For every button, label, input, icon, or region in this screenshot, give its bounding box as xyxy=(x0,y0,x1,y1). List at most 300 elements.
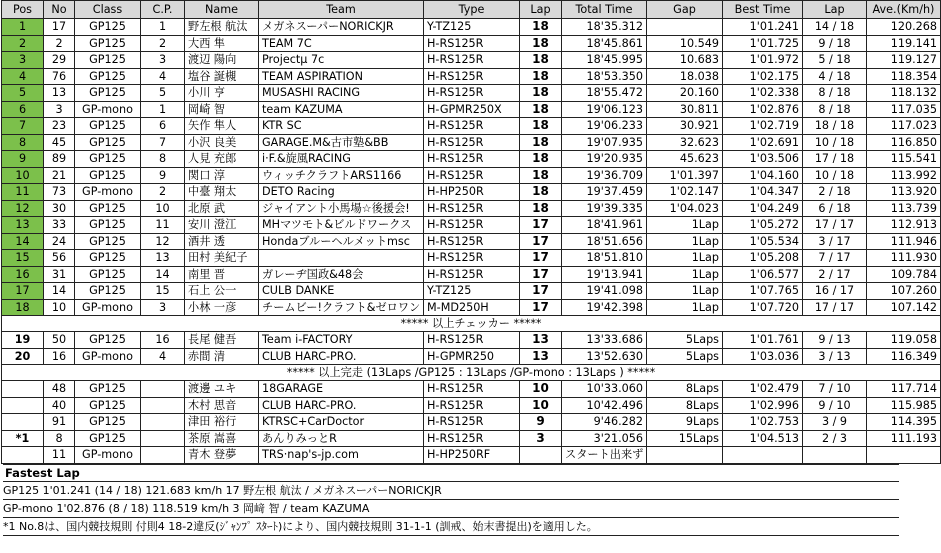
cell-best-time xyxy=(723,447,803,464)
cell-team: MHマツモト&ビルドワークス xyxy=(259,217,424,234)
cell-team: 18GARAGE xyxy=(259,381,424,398)
cell-gap: 8Laps xyxy=(647,381,723,398)
cell-cp xyxy=(141,430,185,447)
cell-pos: 11 xyxy=(2,184,44,201)
cell-no: 50 xyxy=(44,332,75,349)
cell-type: H-RS125R xyxy=(424,151,520,168)
cell-name: 長尾 健吾 xyxy=(185,332,259,349)
cell-total-time: 18'55.472 xyxy=(562,85,647,102)
header-cell: Lap xyxy=(520,1,562,19)
cell-class: GP125 xyxy=(75,85,141,102)
cell-total-time: 19'37.459 xyxy=(562,184,647,201)
cell-name: 赤間 清 xyxy=(185,348,259,365)
cell-ave-speed: 116.349 xyxy=(867,348,941,365)
cell-best-lap: 18 / 18 xyxy=(803,118,867,135)
cell-name: 渡辺 陽向 xyxy=(185,52,259,69)
cell-lap: 18 xyxy=(520,167,562,184)
cell-ave-speed: 113.920 xyxy=(867,184,941,201)
cell-lap: 18 xyxy=(520,19,562,36)
cell-type: H-RS125R xyxy=(424,167,520,184)
cell-name: 田村 美紀子 xyxy=(185,250,259,267)
cell-type: H-RS125R xyxy=(424,332,520,349)
cell-pos xyxy=(2,447,44,464)
cell-cp: 4 xyxy=(141,68,185,85)
cell-total-time: 19'20.935 xyxy=(562,151,647,168)
table-row xyxy=(2,184,941,201)
cell-pos: 2 xyxy=(2,35,44,52)
cell-total-time: 18'35.312 xyxy=(562,19,647,36)
cell-gap: 20.160 xyxy=(647,85,723,102)
others-group xyxy=(2,381,941,464)
cell-class: GP-mono xyxy=(75,447,141,464)
cell-cp: 8 xyxy=(141,151,185,168)
cell-pos: 18 xyxy=(2,299,44,316)
cell-best-lap: 7 / 17 xyxy=(803,250,867,267)
cell-ave-speed: 111.946 xyxy=(867,233,941,250)
table-row xyxy=(2,35,941,52)
cell-type: H-RS125R xyxy=(424,250,520,267)
cell-pos: 3 xyxy=(2,52,44,69)
cell-type: H-GPMR250X xyxy=(424,101,520,118)
cell-cp: 15 xyxy=(141,283,185,300)
table-row xyxy=(2,233,941,250)
cell-no: 11 xyxy=(44,447,75,464)
cell-cp: 7 xyxy=(141,134,185,151)
cell-name: 津田 裕行 xyxy=(185,414,259,431)
cell-ave-speed: 115.985 xyxy=(867,397,941,414)
cell-team: DETO Racing xyxy=(259,184,424,201)
cell-gap: 30.811 xyxy=(647,101,723,118)
cell-best-time: 1'01.761 xyxy=(723,332,803,349)
cell-no: 10 xyxy=(44,299,75,316)
cell-gap: 5Laps xyxy=(647,348,723,365)
cell-gap: 18.038 xyxy=(647,68,723,85)
cell-team: TEAM 7C xyxy=(259,35,424,52)
cell-best-time: 1'02.338 xyxy=(723,85,803,102)
cell-total-time: 9'46.282 xyxy=(562,414,647,431)
cell-lap: 17 xyxy=(520,283,562,300)
cell-name: 野左根 航汰 xyxy=(185,19,259,36)
cell-total-time: 18'45.861 xyxy=(562,35,647,52)
cell-ave-speed: 111.930 xyxy=(867,250,941,267)
cell-gap: 8Laps xyxy=(647,397,723,414)
cell-type: Y-TZ125 xyxy=(424,19,520,36)
cell-name: 渡邊 ユキ xyxy=(185,381,259,398)
cell-team: Team i-FACTORY xyxy=(259,332,424,349)
cell-ave-speed: 117.035 xyxy=(867,101,941,118)
cell-ave-speed: 119.058 xyxy=(867,332,941,349)
checker-label: ***** 以上チェッカー ***** xyxy=(2,316,941,332)
cell-type: H-RS125R xyxy=(424,217,520,234)
cell-best-time: 1'04.249 xyxy=(723,200,803,217)
cell-pos: 10 xyxy=(2,167,44,184)
cell-lap: 17 xyxy=(520,217,562,234)
cell-lap: 18 xyxy=(520,101,562,118)
cell-total-time: 19'36.709 xyxy=(562,167,647,184)
cell-cp: 3 xyxy=(141,52,185,69)
cell-type: Y-TZ125 xyxy=(424,283,520,300)
cell-type: H-RS125R xyxy=(424,52,520,69)
cell-class: GP125 xyxy=(75,118,141,135)
cell-class: GP125 xyxy=(75,430,141,447)
cell-name: 小沢 良美 xyxy=(185,134,259,151)
cell-best-time: 1'05.272 xyxy=(723,217,803,234)
header-cell: Lap xyxy=(803,1,867,19)
cell-gap: 1Lap xyxy=(647,299,723,316)
cell-ave-speed: 118.132 xyxy=(867,85,941,102)
cell-no: 89 xyxy=(44,151,75,168)
table-row xyxy=(2,299,941,316)
header-cell: Ave.(Km/h) xyxy=(867,1,941,19)
cell-best-lap: 5 / 18 xyxy=(803,52,867,69)
cell-total-time: 19'39.335 xyxy=(562,200,647,217)
cell-best-lap: 3 / 13 xyxy=(803,348,867,365)
cell-class: GP125 xyxy=(75,167,141,184)
cell-lap: 18 xyxy=(520,52,562,69)
cell-ave-speed: 111.193 xyxy=(867,430,941,447)
cell-ave-speed xyxy=(867,447,941,464)
cell-ave-speed: 113.739 xyxy=(867,200,941,217)
cell-best-lap: 2 / 3 xyxy=(803,430,867,447)
cell-class: GP125 xyxy=(75,52,141,69)
cell-pos xyxy=(2,414,44,431)
cell-type: H-GPMR250 xyxy=(424,348,520,365)
cell-type: H-RS125R xyxy=(424,200,520,217)
cell-best-lap: 6 / 18 xyxy=(803,200,867,217)
cell-lap: 10 xyxy=(520,397,562,414)
cell-type: H-RS125R xyxy=(424,118,520,135)
cell-name: 小林 一彦 xyxy=(185,299,259,316)
cell-best-time: 1'03.506 xyxy=(723,151,803,168)
cell-ave-speed: 107.260 xyxy=(867,283,941,300)
cell-name: 木村 思音 xyxy=(185,397,259,414)
cell-lap: 18 xyxy=(520,151,562,168)
results-table xyxy=(1,0,941,464)
cell-best-lap: 9 / 18 xyxy=(803,35,867,52)
cell-no: 23 xyxy=(44,118,75,135)
cell-class: GP125 xyxy=(75,397,141,414)
cell-class: GP125 xyxy=(75,250,141,267)
cell-lap: 3 xyxy=(520,430,562,447)
cell-gap: 1Lap xyxy=(647,217,723,234)
cell-best-lap: 10 / 18 xyxy=(803,134,867,151)
cell-class: GP-mono xyxy=(75,348,141,365)
cell-type: H-RS125R xyxy=(424,266,520,283)
cell-total-time: スタート出来ず xyxy=(562,447,647,464)
cell-pos: 20 xyxy=(2,348,44,365)
cell-cp: 16 xyxy=(141,332,185,349)
cell-cp: 1 xyxy=(141,19,185,36)
cell-type: H-RS125R xyxy=(424,414,520,431)
cell-gap: 1'02.147 xyxy=(647,184,723,201)
cell-team: GARAGE.M&古市塾&BB xyxy=(259,134,424,151)
cell-gap xyxy=(647,19,723,36)
cell-name: 茶原 嵩喜 xyxy=(185,430,259,447)
cell-name: 青木 登夢 xyxy=(185,447,259,464)
cell-pos: 14 xyxy=(2,233,44,250)
completed-label: ***** 以上完走 (13Laps /GP125 : 13Laps /GP-mono : 13Laps ) ***** xyxy=(2,365,941,381)
table-row xyxy=(2,167,941,184)
cell-cp: 9 xyxy=(141,167,185,184)
cell-pos: 16 xyxy=(2,266,44,283)
cell-team: メガネスーパーNORICKJR xyxy=(259,19,424,36)
checker-row xyxy=(2,316,941,332)
cell-class: GP125 xyxy=(75,381,141,398)
cell-type: H-RS125R xyxy=(424,85,520,102)
header-cell: Pos xyxy=(2,1,44,19)
cell-best-time: 1'02.691 xyxy=(723,134,803,151)
cell-lap: 18 xyxy=(520,35,562,52)
cell-class: GP-mono xyxy=(75,184,141,201)
table-row xyxy=(2,381,941,398)
cell-no: 16 xyxy=(44,348,75,365)
cell-name: 岡崎 智 xyxy=(185,101,259,118)
cell-best-time: 1'02.175 xyxy=(723,68,803,85)
cell-team: CLUB HARC-PRO. xyxy=(259,397,424,414)
cell-no: 30 xyxy=(44,200,75,217)
cell-gap: 10.683 xyxy=(647,52,723,69)
cell-team: あんりみっとR xyxy=(259,430,424,447)
cell-best-lap: 14 / 18 xyxy=(803,19,867,36)
cell-no: 33 xyxy=(44,217,75,234)
cell-cp xyxy=(141,381,185,398)
table-row xyxy=(2,151,941,168)
cell-lap: 18 xyxy=(520,68,562,85)
cell-cp: 1 xyxy=(141,101,185,118)
cell-gap: 9Laps xyxy=(647,414,723,431)
cell-ave-speed: 109.784 xyxy=(867,266,941,283)
cell-cp xyxy=(141,447,185,464)
cell-best-lap: 2 / 17 xyxy=(803,266,867,283)
cell-cp: 11 xyxy=(141,217,185,234)
cell-best-lap: 2 / 18 xyxy=(803,184,867,201)
cell-cp: 4 xyxy=(141,348,185,365)
cell-best-time: 1'02.719 xyxy=(723,118,803,135)
cell-class: GP-mono xyxy=(75,299,141,316)
cell-pos: 13 xyxy=(2,217,44,234)
cell-type: H-RS125R xyxy=(424,430,520,447)
cell-best-lap: 8 / 18 xyxy=(803,101,867,118)
cell-gap: 15Laps xyxy=(647,430,723,447)
cell-lap: 18 xyxy=(520,85,562,102)
cell-cp: 5 xyxy=(141,85,185,102)
cell-best-time: 1'06.577 xyxy=(723,266,803,283)
cell-best-time: 1'01.972 xyxy=(723,52,803,69)
fastest-lap-gp125: GP125 1'01.241 (14 / 18) 121.683 km/h 17 野左根 航汰 / メガネスーパーNORICKJR xyxy=(3,481,899,499)
cell-team: team KAZUMA xyxy=(259,101,424,118)
cell-lap: 17 xyxy=(520,299,562,316)
cell-best-lap: 17 / 18 xyxy=(803,151,867,168)
cell-class: GP125 xyxy=(75,414,141,431)
cell-name: 石上 公一 xyxy=(185,283,259,300)
cell-team: KTR SC xyxy=(259,118,424,135)
cell-no: 48 xyxy=(44,381,75,398)
table-row xyxy=(2,266,941,283)
cell-gap: 1'04.023 xyxy=(647,200,723,217)
finishers-group xyxy=(2,19,941,316)
cell-team: CLUB HARC-PRO. xyxy=(259,348,424,365)
table-row xyxy=(2,200,941,217)
cell-ave-speed: 117.714 xyxy=(867,381,941,398)
table-row xyxy=(2,118,941,135)
cell-total-time: 18'53.350 xyxy=(562,68,647,85)
header-cell: Type xyxy=(424,1,520,19)
cell-ave-speed: 107.142 xyxy=(867,299,941,316)
cell-class: GP125 xyxy=(75,217,141,234)
cell-no: 29 xyxy=(44,52,75,69)
cell-lap xyxy=(520,447,562,464)
header-cell: No xyxy=(44,1,75,19)
cell-no: 17 xyxy=(44,19,75,36)
cell-pos xyxy=(2,381,44,398)
header-cell: Class xyxy=(75,1,141,19)
cell-best-time: 1'04.347 xyxy=(723,184,803,201)
cell-best-lap: 3 / 17 xyxy=(803,233,867,250)
cell-ave-speed: 118.354 xyxy=(867,68,941,85)
cell-name: 北原 武 xyxy=(185,200,259,217)
cell-team xyxy=(259,250,424,267)
cell-class: GP125 xyxy=(75,283,141,300)
header-row xyxy=(2,1,941,19)
cell-pos: 15 xyxy=(2,250,44,267)
cell-best-time: 1'02.753 xyxy=(723,414,803,431)
cell-type: M-MD250H xyxy=(424,299,520,316)
cell-best-lap: 4 / 18 xyxy=(803,68,867,85)
cell-best-lap: 9 / 13 xyxy=(803,332,867,349)
cell-type: H-RS125R xyxy=(424,233,520,250)
cell-ave-speed: 115.541 xyxy=(867,151,941,168)
cell-total-time: 10'33.060 xyxy=(562,381,647,398)
cell-name: 小川 亨 xyxy=(185,85,259,102)
cell-type: H-RS125R xyxy=(424,381,520,398)
cell-pos: 7 xyxy=(2,118,44,135)
cell-gap: 1'01.397 xyxy=(647,167,723,184)
cell-lap: 18 xyxy=(520,200,562,217)
cell-class: GP125 xyxy=(75,68,141,85)
cell-total-time: 13'33.686 xyxy=(562,332,647,349)
cell-gap: 32.623 xyxy=(647,134,723,151)
cell-type: H-RS125R xyxy=(424,35,520,52)
cell-gap: 1Lap xyxy=(647,233,723,250)
cell-pos: 6 xyxy=(2,101,44,118)
cell-cp: 14 xyxy=(141,266,185,283)
table-row xyxy=(2,397,941,414)
fastest-lap-gpmono: GP-mono 1'02.876 (8 / 18) 118.519 km/h 3 岡﨑 智 / team KAZUMA xyxy=(3,499,899,517)
cell-no: 2 xyxy=(44,35,75,52)
table-row xyxy=(2,101,941,118)
cell-type: H-RS125R xyxy=(424,68,520,85)
cell-class: GP125 xyxy=(75,200,141,217)
cell-pos: *1 xyxy=(2,430,44,447)
table-row xyxy=(2,283,941,300)
cell-best-time: 1'07.765 xyxy=(723,283,803,300)
cell-ave-speed: 117.023 xyxy=(867,118,941,135)
cell-best-lap: 9 / 10 xyxy=(803,397,867,414)
cell-team: CULB DANKE xyxy=(259,283,424,300)
cell-no: 13 xyxy=(44,85,75,102)
cell-team: i·F.&旋風RACING xyxy=(259,151,424,168)
table-row xyxy=(2,250,941,267)
cell-total-time: 18'51.656 xyxy=(562,233,647,250)
cell-no: 40 xyxy=(44,397,75,414)
cell-total-time: 18'41.961 xyxy=(562,217,647,234)
cell-lap: 9 xyxy=(520,414,562,431)
table-row xyxy=(2,134,941,151)
header-cell: Name xyxy=(185,1,259,19)
cell-cp: 13 xyxy=(141,250,185,267)
cell-best-time: 1'03.036 xyxy=(723,348,803,365)
cell-team: チームビー!クラフト&ゼロワン xyxy=(259,299,424,316)
cell-name: 関口 淳 xyxy=(185,167,259,184)
cell-best-lap xyxy=(803,447,867,464)
cell-no: 24 xyxy=(44,233,75,250)
cell-best-time: 1'02.479 xyxy=(723,381,803,398)
cell-cp xyxy=(141,414,185,431)
header-cell: Gap xyxy=(647,1,723,19)
cell-team: TRS·nap's-jp.com xyxy=(259,447,424,464)
cell-class: GP125 xyxy=(75,134,141,151)
cell-best-time: 1'02.876 xyxy=(723,101,803,118)
header-cell: Team xyxy=(259,1,424,19)
cell-ave-speed: 114.395 xyxy=(867,414,941,431)
cell-best-time: 1'04.160 xyxy=(723,167,803,184)
cell-name: 安川 澄江 xyxy=(185,217,259,234)
cell-pos: 1 xyxy=(2,19,44,36)
cell-gap: 1Lap xyxy=(647,283,723,300)
cell-best-lap: 10 / 18 xyxy=(803,167,867,184)
cell-no: 73 xyxy=(44,184,75,201)
cell-best-lap: 8 / 18 xyxy=(803,85,867,102)
cell-best-time: 1'05.534 xyxy=(723,233,803,250)
cell-cp xyxy=(141,397,185,414)
completed-row xyxy=(2,365,941,381)
footer xyxy=(1,464,899,536)
cell-cp: 2 xyxy=(141,35,185,52)
cell-total-time: 13'52.630 xyxy=(562,348,647,365)
cell-best-lap: 3 / 9 xyxy=(803,414,867,431)
table-row xyxy=(2,447,941,464)
cell-gap: 5Laps xyxy=(647,332,723,349)
table-row xyxy=(2,348,941,365)
cell-best-time: 1'05.208 xyxy=(723,250,803,267)
cell-best-lap: 17 / 17 xyxy=(803,217,867,234)
cell-total-time: 18'51.810 xyxy=(562,250,647,267)
cell-class: GP125 xyxy=(75,332,141,349)
cell-cp: 2 xyxy=(141,184,185,201)
cell-name: 酒井 透 xyxy=(185,233,259,250)
cell-ave-speed: 120.268 xyxy=(867,19,941,36)
cell-total-time: 19'42.398 xyxy=(562,299,647,316)
cell-pos: 8 xyxy=(2,134,44,151)
cell-best-lap: 17 / 17 xyxy=(803,299,867,316)
cell-class: GP125 xyxy=(75,266,141,283)
cell-total-time: 10'42.496 xyxy=(562,397,647,414)
cell-no: 14 xyxy=(44,283,75,300)
cell-gap: 1Lap xyxy=(647,266,723,283)
cell-lap: 17 xyxy=(520,233,562,250)
cell-type: H-RS125R xyxy=(424,397,520,414)
cell-no: 45 xyxy=(44,134,75,151)
cell-no: 91 xyxy=(44,414,75,431)
cell-team: ガレーヂ国政&48会 xyxy=(259,266,424,283)
cell-pos: 9 xyxy=(2,151,44,168)
results-sheet xyxy=(1,0,937,536)
cell-no: 3 xyxy=(44,101,75,118)
checker-group xyxy=(2,316,941,332)
cell-cp: 10 xyxy=(141,200,185,217)
cell-name: 矢作 隼人 xyxy=(185,118,259,135)
table-row xyxy=(2,52,941,69)
